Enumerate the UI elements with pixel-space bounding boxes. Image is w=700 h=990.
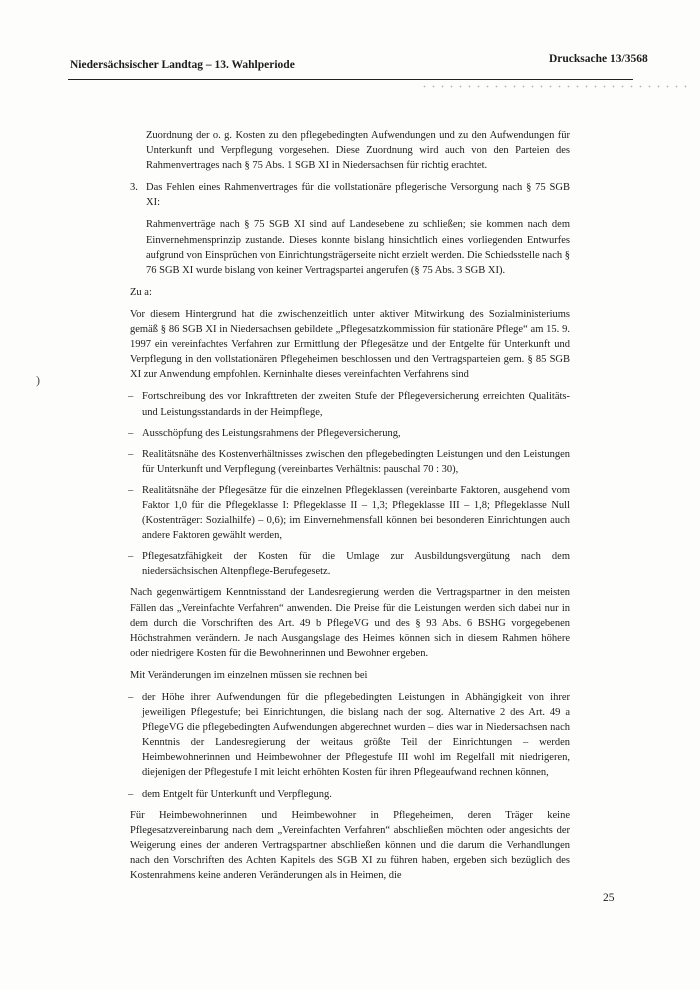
list-item: – Pflegesatzfähigkeit der Kosten für die Umlage zur Ausbildungsvergütung nach dem niedersächsischen Altenpflege-Berufegesetz. [128, 551, 570, 578]
header-rule [68, 79, 633, 80]
page-number: 25 [603, 892, 615, 904]
scan-noise [420, 84, 690, 90]
list-item: – Realitätsnähe der Pflegesätze für die einzelnen Pflegeklassen (vereinbarte Faktoren, ausgehend vom Faktor 1,0 für die Pflegeklasse I: Pflegeklasse II – 1,3; Pflegeklasse III – 1,8; Pflegeklasse Null (Kostenträger: Sozialhilfe) – 0,6); im Einvernehmensfall können bei besonderen Einrichtungen auch andere Faktoren gewählt werden, [128, 484, 570, 542]
paragraph: Für Heimbewohnerinnen und Heimbewohner in Pflegeheimen, deren Träger keine Pflegesatzvereinbarung nach dem „Vereinfachten Verfahren“ abschließen möchten oder angesichts der Weigerung eines der anderen Vertragspartner abschließen können und die darum die Verhandlungen nach den Vorschriften des Achten Kapitels des SGB XI zu führen haben, ergeben sich bezüglich des Kostenrahmens keine anderen Veränderungen als in Heimen, die [130, 809, 570, 882]
document-body [130, 128, 570, 890]
item-text: Das Fehlen eines Rahmenvertrages für die vollstationäre pflegerische Versorgung nach § 75 SGB XI: [146, 182, 570, 209]
document-header-title: Niedersächsischer Landtag – 13. Wahlperiode [70, 59, 295, 71]
list-item: – der Höhe ihrer Aufwendungen für die pflegebedingten Leistungen in Abhängigkeit von ihrer jeweiligen Pflegestufe; bei Einrichtungen, die bislang nach der sog. Alternative 2 des Art. 49 a PflegeVG die pflegebedingten Aufwendungen abgerechnet wurden – dies war in Niedersachsen nach Kenntnis der Landesregierung der weitaus größte Teil der Einrichtungen – werden Heimbewohnerinnen und Heimbewohner der Pflegestufe III wohl im Regelfall mit niedrigeren, diejenigen der Pflegestufe I mit leicht erhöhten Kosten für ihren Pflegeaufwand rechnen können, [128, 692, 570, 779]
list-item: – dem Entgelt für Unterkunft und Verpflegung. [128, 788, 332, 800]
list-item: – Realitätsnähe des Kostenverhältnisses zwischen den pflegebedingten Leistungen und den Leistungen für Unterkunft und Verpflegung (vereinbartes Verhältnis: pauschal 70 : 30), [128, 448, 570, 475]
paragraph: Zuordnung der o. g. Kosten zu den pflegebedingten Aufwendungen und zu den Aufwendungen für Unterkunft und Verpflegung vorgesehen. Diese Zuordnung wird auch von den Parteien des Rahmenvertrages nach § 75 Abs. 1 SGB XI in Niedersachsen für richtig erachtet. [146, 130, 570, 172]
paragraph: Rahmenverträge nach § 75 SGB XI sind auf Landesebene zu schließen; sie kommen nach dem Einvernehmensprinzip zustande. Dieses konnte bislang hinsichtlich eines vorliegenden Entwurfes aufgrund von Einsprüchen von Einrichtungsträgerseite nicht erzielt werden. Die Schiedsstelle nach § 76 SGB XI wurde bislang von keiner Vertragspartei angerufen (§ 75 Abs. 3 SGB XI). [146, 219, 570, 276]
item-number: 3. [130, 182, 138, 194]
bullet-list [130, 690, 570, 802]
list-item: – Fortschreibung des vor Inkrafttreten der zweiten Stufe der Pflegeversicherung erreichten Qualitäts- und Leistungsstandards in der Heimpflege, [128, 391, 570, 418]
paragraph: Mit Veränderungen im einzelnen müssen sie rechnen bei [130, 669, 368, 681]
document-number: Drucksache 13/3568 [549, 53, 648, 65]
stray-mark: ) [36, 373, 40, 387]
paragraph: Vor diesem Hintergrund hat die zwischenzeitlich unter aktiver Mitwirkung des Sozialministeriums gemäß § 86 SGB XI in Niedersachsen gebildete „Pflegesatzkommission für stationäre Pflege“ am 15. 9. 1997 ein vereinfachtes Verfahren zur Ermittlung der Pflegesätze und der Entgelte für Unterkunft und Verpflegung in den vollstationären Pflegeheimen beschlossen und den Vertragsparteien gem. § 85 SGB XI zur Anwendung empfohlen. Kerninhalte dieses vereinfachten Verfahrens sind [130, 308, 570, 381]
section-label: Zu a: [130, 286, 152, 298]
list-item: – Ausschöpfung des Leistungsrahmens der Pflegeversicherung, [128, 427, 401, 439]
bullet-list [130, 389, 570, 579]
paragraph: Nach gegenwärtigem Kenntnisstand der Landesregierung werden die Vertragspartner in den meisten Fällen das „Vereinfachte Verfahren“ anwenden. Die Preise für die Leistungen werden sich dabei nur in dem durch die Vorschriften des Art. 49 b PflegeVG und des § 93 Abs. 6 BSHG vorgegebenen Höchstrahmen verändern. Je nach Ausgangslage des Heimes können sich in diesem Rahmen höhere oder niedrigere Kosten für die Bewohnerinnen und Bewohner ergeben. [130, 587, 570, 659]
numbered-item [130, 180, 570, 210]
